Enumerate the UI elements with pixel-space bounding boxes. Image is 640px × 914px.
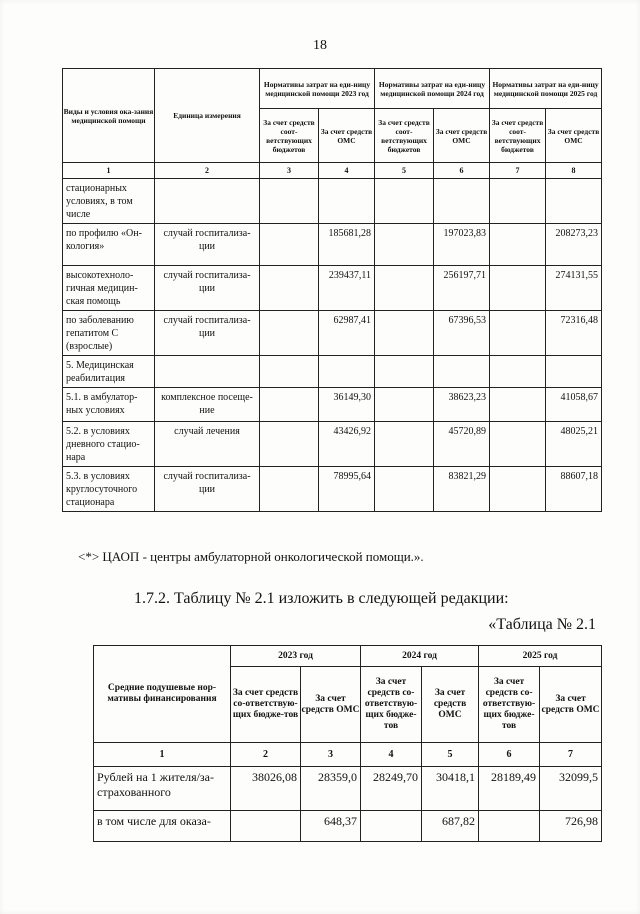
value-cell: 32099,5 — [540, 767, 602, 811]
table-row — [94, 811, 602, 842]
table-row — [63, 311, 602, 356]
section-heading: 1.7.2. Таблицу № 2.1 изложить в следующей редакции: — [134, 590, 509, 607]
value-cell: 274131,55 — [546, 266, 602, 311]
column-index: 7 — [490, 163, 546, 179]
value-cell — [490, 467, 546, 512]
value-cell — [260, 467, 319, 512]
header-financing-norms: Средние подушевые нор-мативы финансирования — [94, 646, 231, 743]
header-budget-2024: За счет средств со-ответствую-щих бюдже-тов — [361, 667, 422, 743]
norm-label-cell: в том числе для оказа- — [94, 811, 231, 842]
value-cell — [375, 356, 434, 388]
value-cell — [375, 311, 434, 356]
value-cell: 38623,23 — [434, 388, 490, 422]
value-cell — [260, 266, 319, 311]
value-cell — [319, 179, 375, 224]
care-type-cell: стационарных условиях, в том числе — [63, 179, 155, 224]
value-cell: 687,82 — [422, 811, 479, 842]
header-year-2024: Нормативы затрат на еди-ницу медицинской помощи 2024 год — [375, 69, 490, 109]
header-oms-2025: За счет средств ОМС — [540, 667, 602, 743]
value-cell: 28189,49 — [479, 767, 540, 811]
column-index: 7 — [540, 743, 602, 767]
value-cell — [490, 422, 546, 467]
value-cell — [375, 179, 434, 224]
value-cell: 72316,48 — [546, 311, 602, 356]
value-cell — [490, 311, 546, 356]
value-cell — [260, 311, 319, 356]
value-cell: 648,37 — [301, 811, 361, 842]
unit-cell: случай лечения — [155, 422, 260, 467]
header-oms-2023: За счет средств ОМС — [319, 109, 375, 163]
unit-cell — [155, 356, 260, 388]
value-cell: 43426,92 — [319, 422, 375, 467]
column-index: 3 — [260, 163, 319, 179]
header-budget-2023: За счет средств со-ответствую-щих бюдже-тов — [231, 667, 301, 743]
value-cell — [361, 811, 422, 842]
value-cell — [260, 422, 319, 467]
column-index-row — [94, 743, 602, 767]
care-type-cell: 5.1. в амбулатор-ных условиях — [63, 388, 155, 422]
value-cell: 185681,28 — [319, 224, 375, 266]
norm-label-cell: Рублей на 1 жителя/за-страхованного — [94, 767, 231, 811]
value-cell — [260, 179, 319, 224]
value-cell — [260, 356, 319, 388]
column-index: 1 — [63, 163, 155, 179]
value-cell — [319, 356, 375, 388]
header-year-2025: Нормативы затрат на еди-ницу медицинской помощи 2025 год — [490, 69, 602, 109]
column-index: 2 — [155, 163, 260, 179]
unit-cell: случай госпитализа-ции — [155, 311, 260, 356]
unit-cell — [155, 179, 260, 224]
value-cell: 30418,1 — [422, 767, 479, 811]
table-row — [63, 467, 602, 512]
header-care-type: Виды и условия ока-зания медицинской помощи — [63, 69, 155, 163]
value-cell: 28359,0 — [301, 767, 361, 811]
header-oms-2025: За счет средств ОМС — [546, 109, 602, 163]
footnote: <*> ЦАОП - центры амбулаторной онкологической помощи.». — [78, 549, 424, 564]
value-cell: 208273,23 — [546, 224, 602, 266]
column-index: 6 — [434, 163, 490, 179]
column-index: 5 — [375, 163, 434, 179]
value-cell: 41058,67 — [546, 388, 602, 422]
table-row — [63, 422, 602, 467]
value-cell — [231, 811, 301, 842]
value-cell: 197023,83 — [434, 224, 490, 266]
header-oms-2023: За счет средств ОМС — [301, 667, 361, 743]
care-type-cell: по заболеванию гепатитом С (взрослые) — [63, 311, 155, 356]
value-cell — [375, 422, 434, 467]
header-year-2024: 2024 год — [361, 646, 479, 667]
value-cell — [490, 356, 546, 388]
header-oms-2024: За счет средств ОМС — [422, 667, 479, 743]
care-type-cell: 5. Медицинская реабилитация — [63, 356, 155, 388]
table-row — [63, 356, 602, 388]
value-cell: 36149,30 — [319, 388, 375, 422]
header-year-2025: 2025 год — [479, 646, 602, 667]
header-year-2023: 2023 год — [231, 646, 361, 667]
value-cell: 83821,29 — [434, 467, 490, 512]
column-index: 3 — [301, 743, 361, 767]
header-budget-2025: За счет средств соот-ветствующих бюджетов — [490, 109, 546, 163]
table-row — [63, 224, 602, 266]
value-cell — [479, 811, 540, 842]
column-index: 5 — [422, 743, 479, 767]
column-index: 1 — [94, 743, 231, 767]
value-cell: 239437,11 — [319, 266, 375, 311]
column-index: 8 — [546, 163, 602, 179]
value-cell — [375, 388, 434, 422]
care-type-cell: высокотехноло-гичная медицин-ская помощь — [63, 266, 155, 311]
care-type-cell: 5.2. в условиях дневного стацио-нара — [63, 422, 155, 467]
care-type-cell: 5.3. в условиях круглосуточного стационара — [63, 467, 155, 512]
value-cell — [546, 356, 602, 388]
unit-cell: случай госпитализа-ции — [155, 224, 260, 266]
header-budget-2025: За счет средств со-ответствую-щих бюдже-тов — [479, 667, 540, 743]
value-cell — [375, 467, 434, 512]
table-label: «Таблица № 2.1 — [488, 616, 596, 633]
value-cell: 28249,70 — [361, 767, 422, 811]
header-oms-2024: За счет средств ОМС — [434, 109, 490, 163]
value-cell: 62987,41 — [319, 311, 375, 356]
column-index: 4 — [361, 743, 422, 767]
unit-cell: комплексное посеще-ние — [155, 388, 260, 422]
value-cell: 78995,64 — [319, 467, 375, 512]
value-cell — [490, 266, 546, 311]
care-type-cell: по профилю «Он-кология» — [63, 224, 155, 266]
value-cell: 48025,21 — [546, 422, 602, 467]
value-cell — [260, 388, 319, 422]
value-cell: 38026,08 — [231, 767, 301, 811]
value-cell — [490, 179, 546, 224]
value-cell — [490, 224, 546, 266]
unit-cell: случай госпитализа-ции — [155, 467, 260, 512]
value-cell — [434, 179, 490, 224]
value-cell: 726,98 — [540, 811, 602, 842]
value-cell — [260, 224, 319, 266]
page-number: 18 — [313, 38, 327, 53]
table-row — [94, 767, 602, 811]
header-year-2023: Нормативы затрат на еди-ницу медицинской помощи 2023 год — [260, 69, 375, 109]
value-cell: 67396,53 — [434, 311, 490, 356]
column-index-row — [63, 163, 602, 179]
unit-cell: случай госпитализа-ции — [155, 266, 260, 311]
column-index: 4 — [319, 163, 375, 179]
value-cell: 88607,18 — [546, 467, 602, 512]
table-row — [63, 179, 602, 224]
per-capita-norms-table — [93, 645, 602, 842]
value-cell — [375, 266, 434, 311]
value-cell: 45720,89 — [434, 422, 490, 467]
header-unit: Единица измерения — [155, 69, 260, 163]
value-cell — [375, 224, 434, 266]
value-cell — [546, 179, 602, 224]
header-budget-2023: За счет средств соот-ветствующих бюджетов — [260, 109, 319, 163]
column-index: 2 — [231, 743, 301, 767]
header-budget-2024: За счет средств соот-ветствующих бюджетов — [375, 109, 434, 163]
table-row — [63, 388, 602, 422]
value-cell — [434, 356, 490, 388]
cost-norms-table — [62, 68, 602, 512]
table-row — [63, 266, 602, 311]
value-cell: 256197,71 — [434, 266, 490, 311]
value-cell — [490, 388, 546, 422]
column-index: 6 — [479, 743, 540, 767]
